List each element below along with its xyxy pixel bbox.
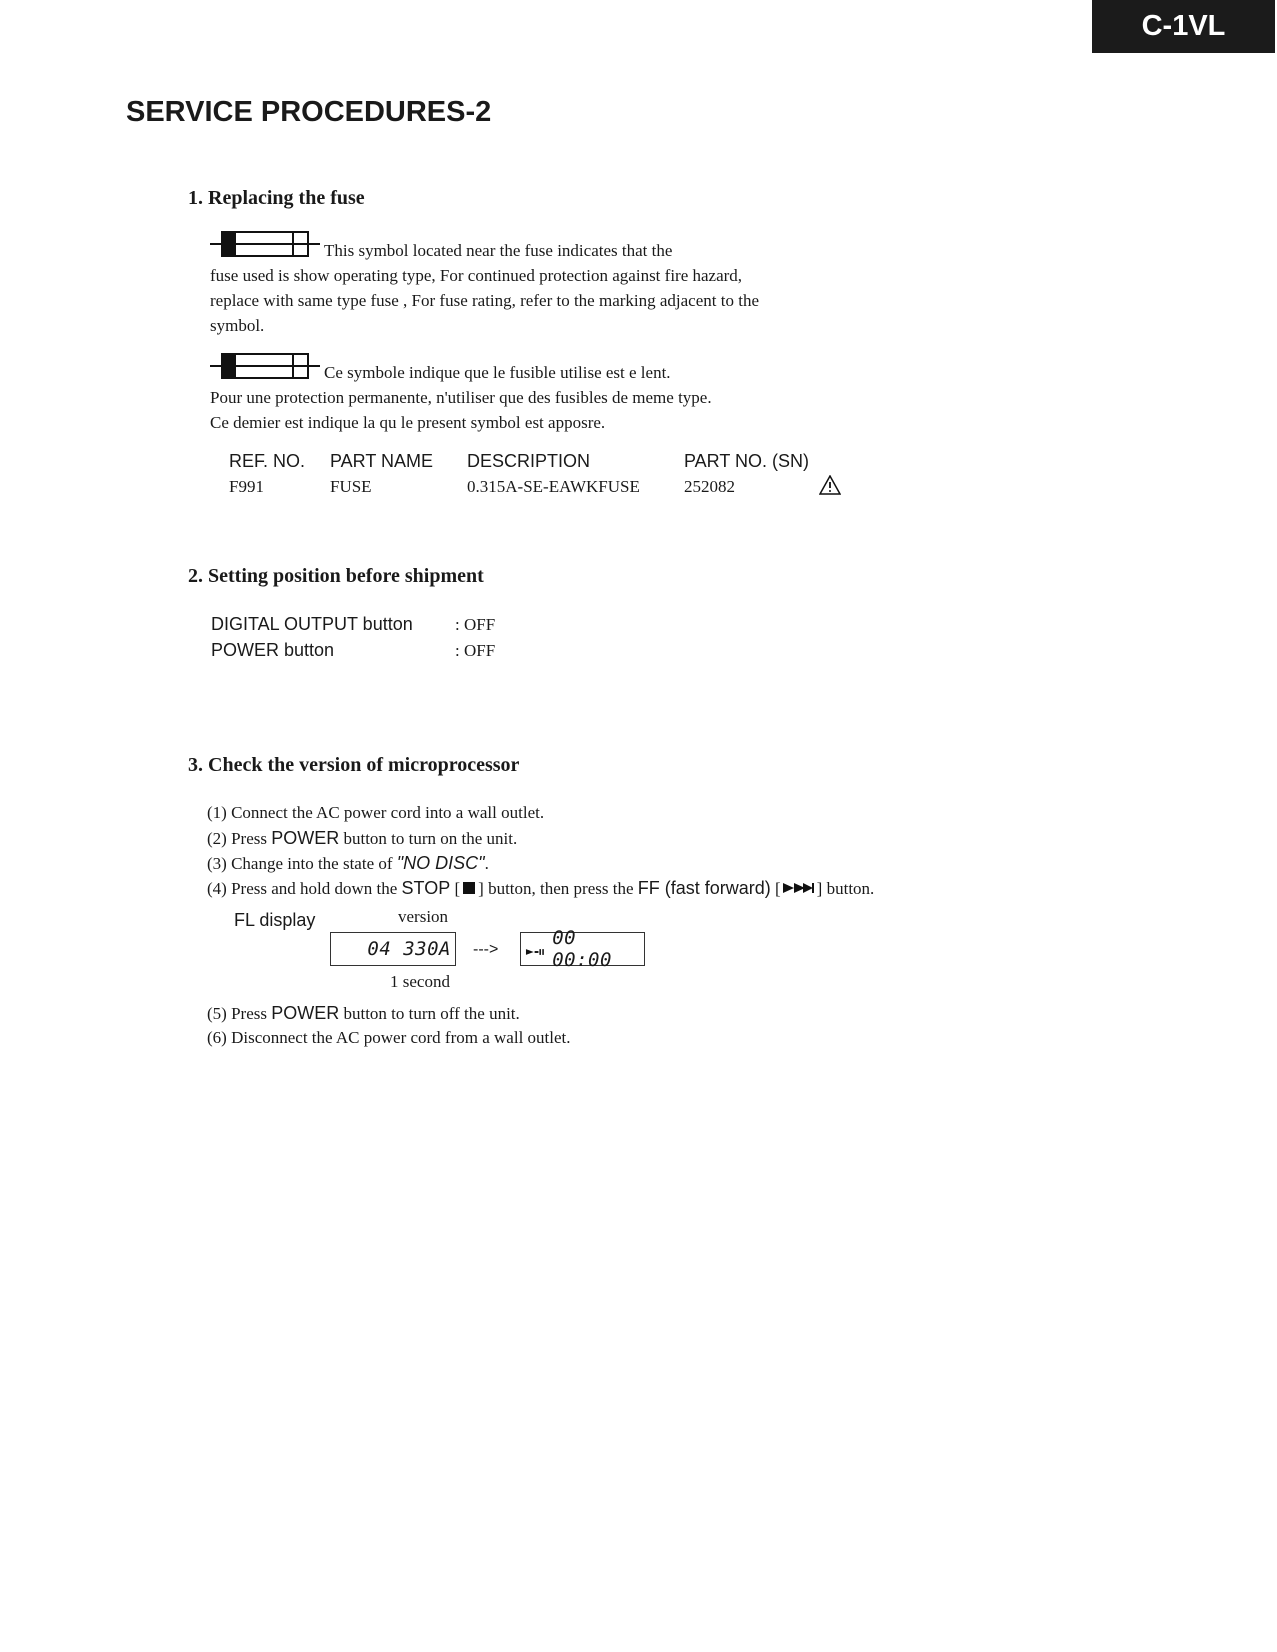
warning-triangle-icon xyxy=(819,475,841,495)
stop-key-label: STOP xyxy=(401,878,451,898)
no-disc-label: "NO DISC" xyxy=(396,853,485,873)
section-3-heading: 3. Check the version of microprocessor xyxy=(188,754,520,776)
section-1-heading: 1. Replacing the fuse xyxy=(188,187,365,209)
table-header-description: DESCRIPTION xyxy=(467,451,591,471)
model-badge xyxy=(1092,0,1275,53)
setting-label-power: POWER button xyxy=(211,640,335,660)
table-cell-part-name: FUSE xyxy=(330,477,372,496)
fuse-notice-english-body: fuse used is show operating type, For continued protection against fire hazard, replace with same type fuse , For fuse rating, refer to the marking adjacent to the symbol. xyxy=(210,266,759,335)
table-header-part-name: PART NAME xyxy=(330,451,434,471)
ff-key-label: FF (fast forward) xyxy=(637,878,771,898)
step-1: (1) Connect the AC power cord into a wall outlet. xyxy=(207,803,545,822)
model-label: C-1VL xyxy=(1141,10,1226,42)
step-6: (6) Disconnect the AC power cord from a wall outlet. xyxy=(207,1028,571,1047)
slow-blow-fuse-icon xyxy=(210,350,320,382)
fuse-notice-english-line1: This symbol located near the fuse indicates that the xyxy=(324,241,673,260)
step-5-post: button to turn off the unit. xyxy=(339,1004,520,1023)
power-key-label: POWER xyxy=(271,1003,340,1023)
duration-label: 1 second xyxy=(390,972,450,991)
stop-square-icon xyxy=(462,881,476,895)
step-4-pre: (4) Press and hold down the xyxy=(207,879,402,898)
fast-forward-icon xyxy=(782,881,816,895)
power-key-label: POWER xyxy=(271,828,340,848)
fl-display-label: FL display xyxy=(234,910,316,930)
table-header-ref-no: REF. NO. xyxy=(229,451,306,471)
arrow-label: ---> xyxy=(473,941,499,958)
step-3-post: . xyxy=(484,854,489,873)
table-cell-part-no: 252082 xyxy=(684,477,735,496)
step-4-post: button. xyxy=(822,879,875,898)
fl-display-after xyxy=(520,927,645,971)
page-title: SERVICE PROCEDURES-2 xyxy=(126,96,492,128)
step-5 xyxy=(207,1003,520,1024)
setting-label-digital-output: DIGITAL OUTPUT button xyxy=(211,614,413,634)
fuse-notice-french-line1: Ce symbole indique que le fusible utilise est e lent. xyxy=(324,363,671,382)
step-2-pre: (2) Press xyxy=(207,829,272,848)
fuse-notice-french-body: Pour une protection permanente, n'utiliser que des fusibles de meme type. Ce demier est indique la qu le present symbol est apposre. xyxy=(210,388,712,432)
play-pause-indicator-icon xyxy=(525,947,544,957)
step-4: (4) Press and hold down the STOP [ ] button, then press the FF (fast forward) [ ] button. xyxy=(207,878,875,898)
setting-value-digital-output: : OFF xyxy=(455,615,496,634)
step-2-post: button to turn on the unit. xyxy=(339,829,518,848)
version-display-text: 04 330A xyxy=(367,938,451,960)
step-4-mid: button, then press the xyxy=(483,879,638,898)
table-cell-ref-no: F991 xyxy=(229,477,264,496)
after-display-text: 00 00:00 xyxy=(552,927,612,971)
step-5-pre: (5) Press xyxy=(207,1004,272,1023)
version-label: version xyxy=(398,907,449,926)
fuse-notice-english xyxy=(210,228,770,338)
step-3-pre: (3) Change into the state of xyxy=(207,854,397,873)
setting-value-power: : OFF xyxy=(455,641,496,660)
section-2-heading: 2. Setting position before shipment xyxy=(188,565,484,587)
table-header-part-no: PART NO. (SN) xyxy=(684,451,810,471)
step-2 xyxy=(207,828,517,849)
fl-display-version xyxy=(330,932,456,966)
fuse-notice-french xyxy=(210,350,730,435)
table-cell-description: 0.315A-SE-EAWKFUSE xyxy=(467,477,640,496)
slow-blow-fuse-icon xyxy=(210,228,320,260)
step-3 xyxy=(207,853,489,874)
